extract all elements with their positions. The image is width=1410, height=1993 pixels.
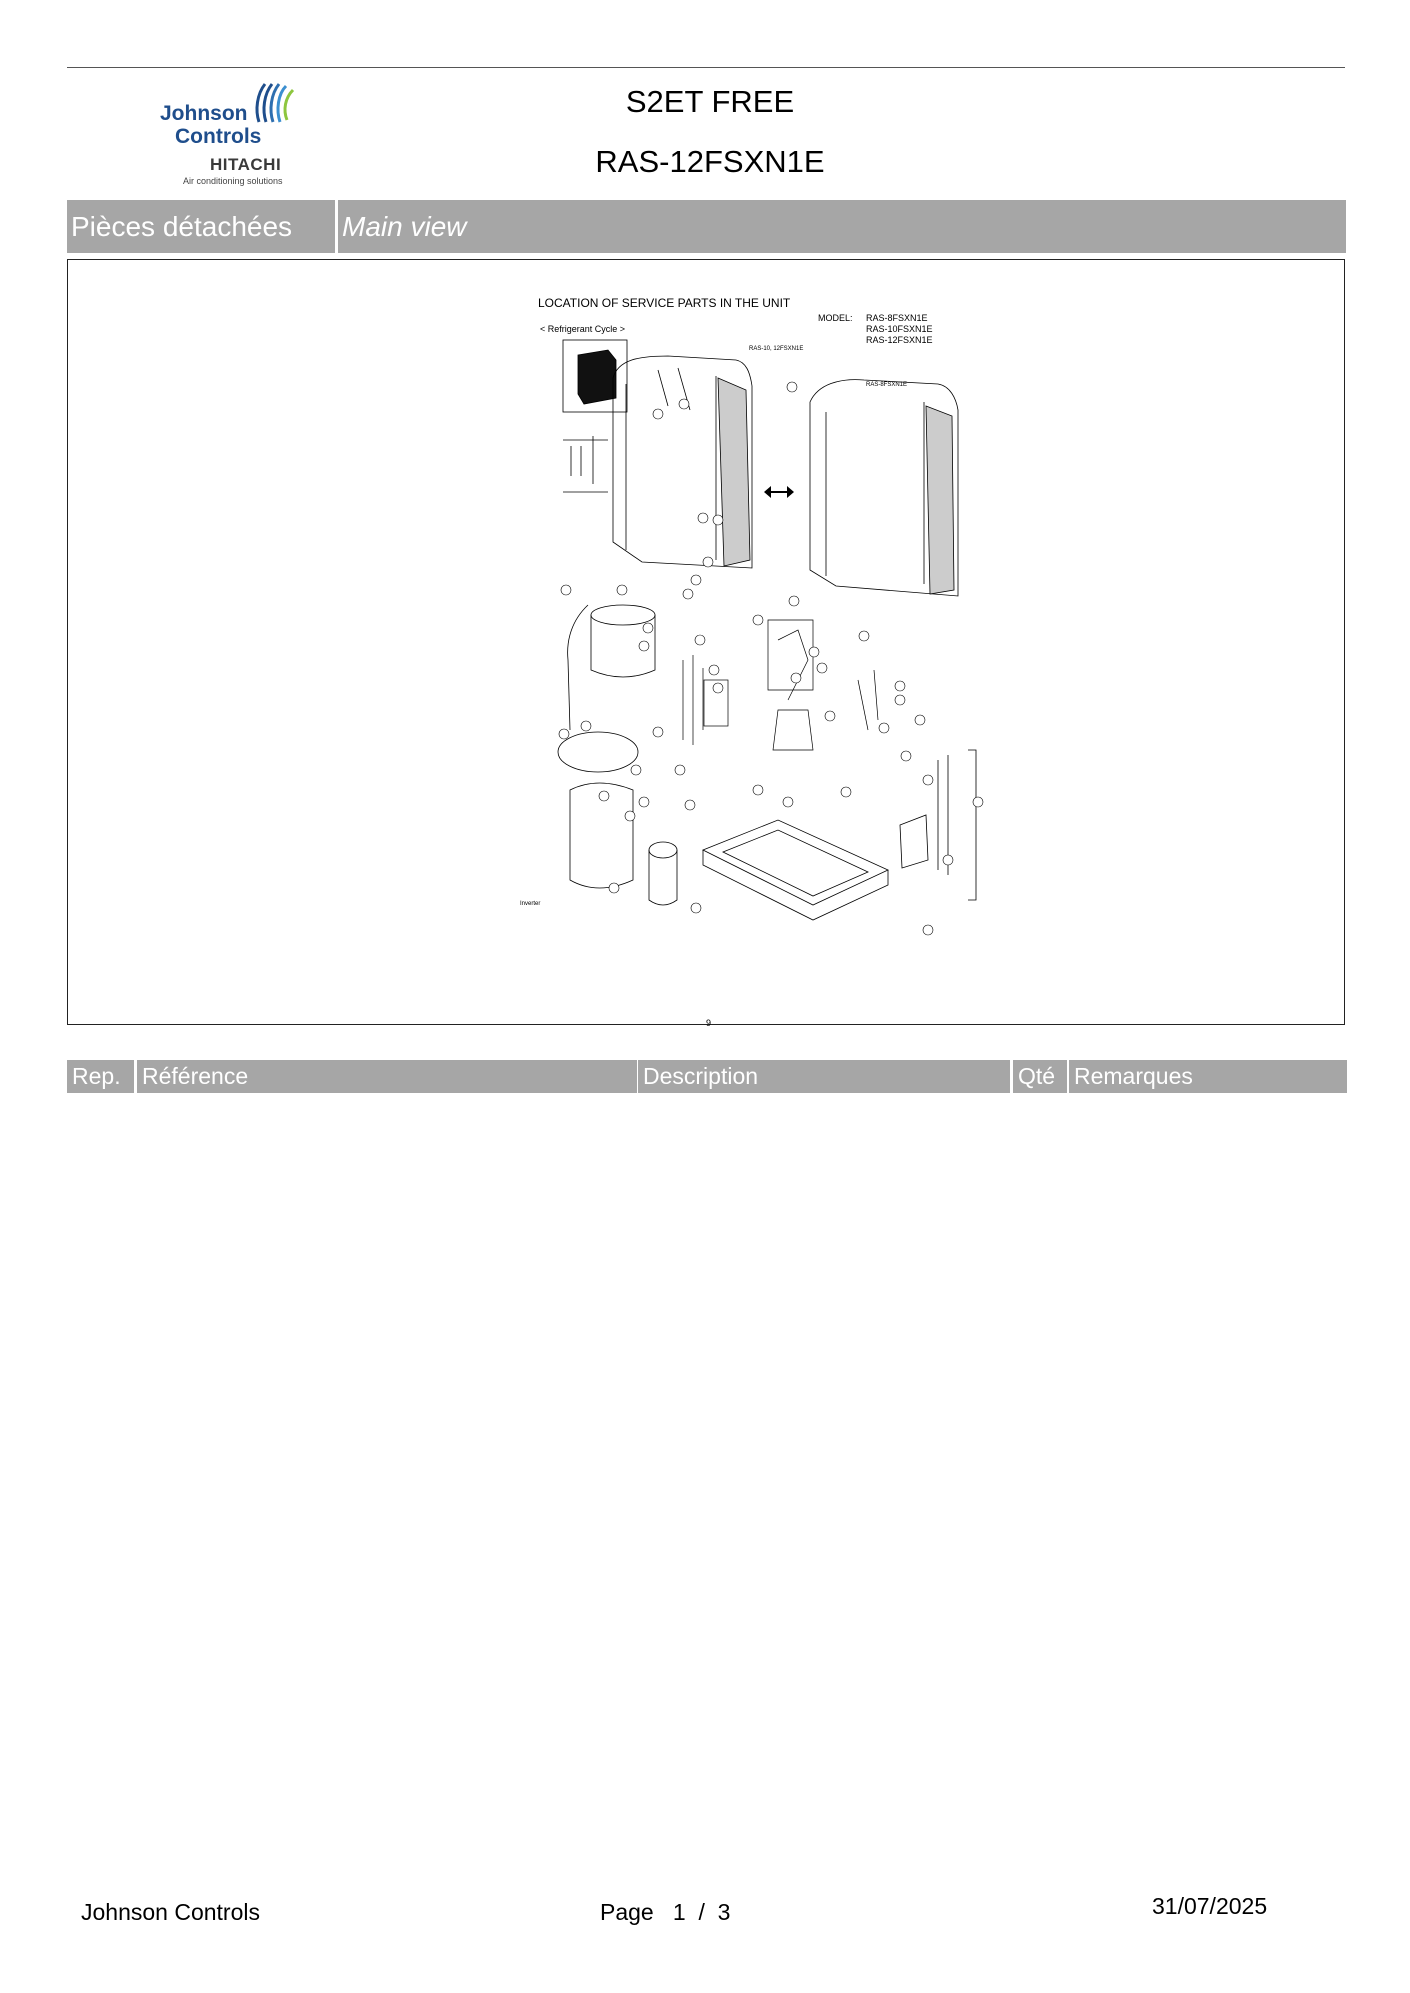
- logo-text-johnson: Johnson: [160, 102, 248, 125]
- column-header-reference: Référence: [137, 1060, 637, 1093]
- column-header-rep: Rep.: [67, 1060, 134, 1093]
- variant-right-label: RAS-8FSXN1E: [866, 382, 908, 388]
- section-label: Pièces détachées: [67, 200, 335, 253]
- model-10: RAS-10FSXN1E: [866, 324, 933, 334]
- inverter-label: Inverter: [520, 901, 541, 907]
- logo-text-controls: Controls: [175, 125, 262, 148]
- diagram-heading: LOCATION OF SERVICE PARTS IN THE UNIT: [538, 296, 791, 310]
- page-total: 3: [717, 1899, 731, 1925]
- diagram-frame: [67, 259, 1345, 1025]
- page-separator: /: [698, 1899, 705, 1925]
- interchange-arrow-icon: [764, 486, 794, 498]
- model-12: RAS-12FSXN1E: [866, 335, 933, 345]
- diagram-subheading: < Refrigerant Cycle >: [540, 324, 626, 334]
- document-title: S2ET FREE: [625, 84, 795, 119]
- page-label: Page: [600, 1899, 654, 1925]
- footer-date: 31/07/2025: [1152, 1893, 1268, 1919]
- base-plate: [703, 820, 888, 920]
- page-current: 1: [672, 1899, 686, 1925]
- electrical-box: [900, 750, 976, 900]
- part-number-callouts: [559, 382, 983, 935]
- accessories-box: [563, 340, 627, 492]
- logo-tagline: Air conditioning solutions: [183, 176, 283, 186]
- fan-motor-assembly: [558, 732, 677, 905]
- top-rule: [67, 67, 1345, 68]
- compressor-assembly: [568, 605, 655, 730]
- footer-pagination: [600, 1899, 730, 1926]
- footer-company: Johnson Controls: [81, 1899, 260, 1925]
- heat-exchanger-left: [613, 356, 752, 568]
- johnson-controls-logo-icon: [253, 82, 301, 128]
- model-title: RAS-12FSXN1E: [595, 144, 825, 179]
- model-label: MODEL:: [818, 313, 853, 323]
- variant-left-label: RAS-10, 12FSXN1E: [749, 346, 804, 352]
- column-header-qty: Qté: [1013, 1060, 1067, 1093]
- exploded-parts-diagram: [468, 260, 1068, 1020]
- column-header-remarks: Remarques: [1069, 1060, 1347, 1093]
- logo-text-hitachi: HITACHI: [210, 155, 282, 174]
- view-label: Main view: [338, 200, 1346, 253]
- company-logo: [150, 82, 310, 192]
- piping-assembly: [683, 620, 878, 750]
- model-8: RAS-8FSXN1E: [866, 313, 928, 323]
- heat-exchanger-right: [810, 380, 958, 596]
- diagram-page-number: 9: [706, 1018, 712, 1028]
- column-header-description: Description: [638, 1060, 1010, 1093]
